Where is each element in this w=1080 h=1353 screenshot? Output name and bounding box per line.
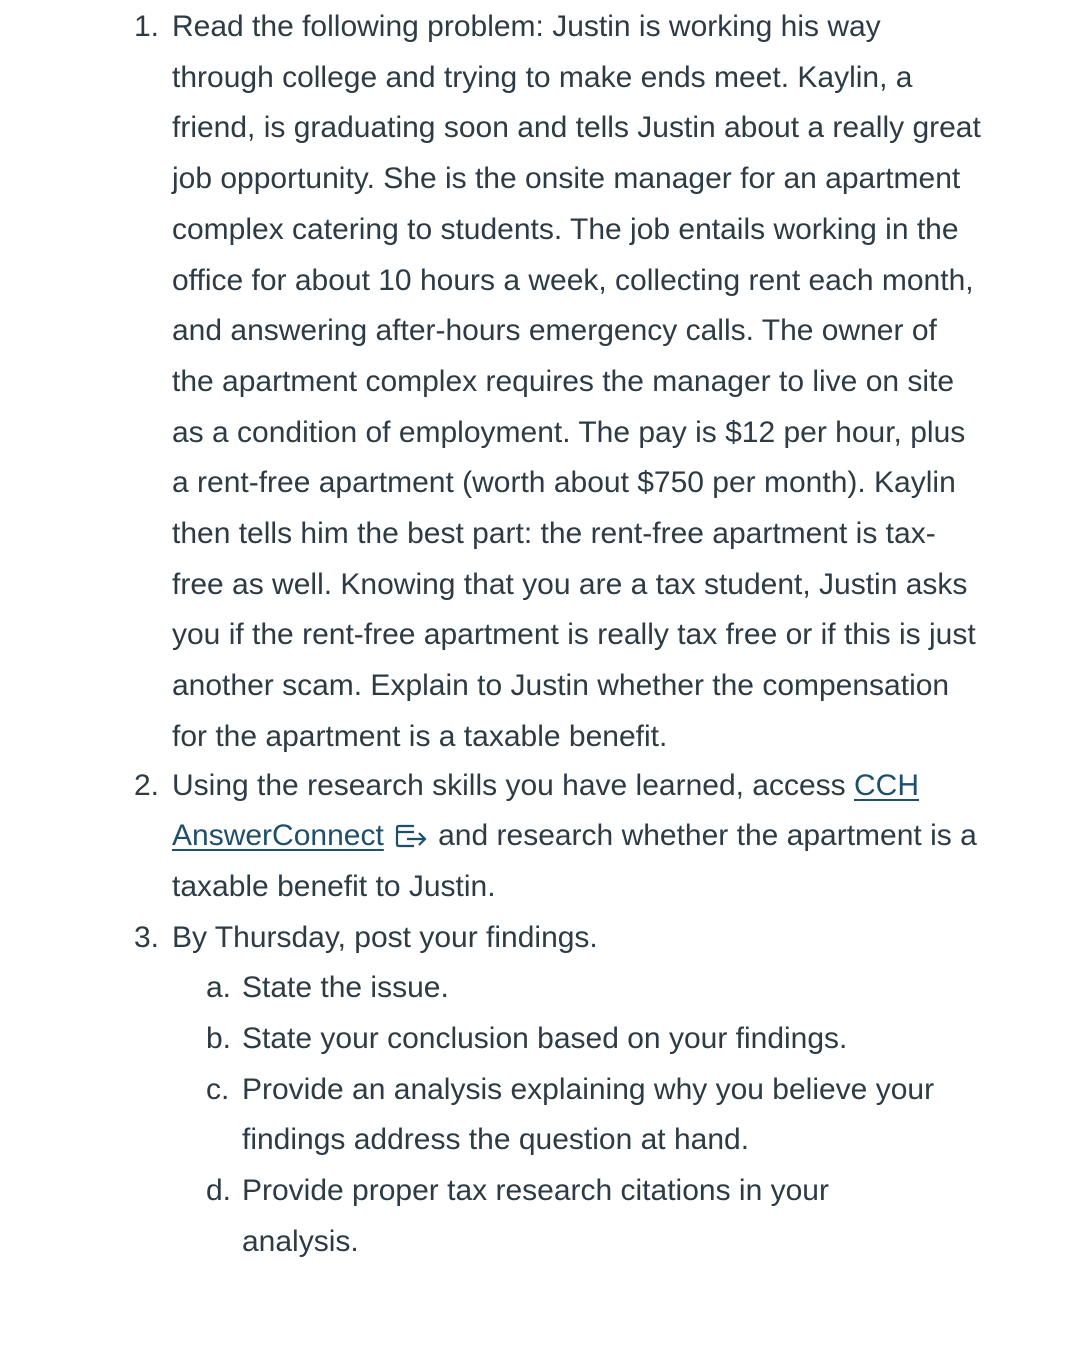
sublist-text: Provide an analysis explaining why you believe your findings address the question at hand. bbox=[242, 1072, 935, 1157]
list-number: 2. bbox=[134, 768, 160, 802]
research-text-before: Using the research skills you have learned, access bbox=[172, 768, 846, 802]
sublist-letter: d. bbox=[206, 1174, 232, 1208]
list-number: 1. bbox=[134, 10, 160, 43]
sublist-letter: a. bbox=[206, 971, 232, 1005]
findings-sublist bbox=[172, 963, 982, 1267]
list-item-3 bbox=[0, 913, 982, 1268]
problem-text: Read the following problem: Justin is working his way through college and trying to make ends meet. Kaylin, a friend, is graduating soon and tells Justin about a really great job opportunity. She is the onsite manager for an apartment complex catering to students. The job entails working in the office for about 10 hours a week, collecting rent each month, and answering after-hours emergency calls. The owner of the apartment complex requires the manager to live on site as a condition of employment. The pay is $12 per hour, plus a rent-free apartment (worth about $750 per month). Kaylin then tells him the best part: the rent-free apartment is tax-free as well. Knowing that you are a tax student, Justin asks you if the rent-free apartment is really tax free or if this is just another scam. Explain to Justin whether the compensation for the apartment is a taxable benefit. bbox=[172, 10, 981, 753]
research-text-after: and research whether the apartment is a taxable benefit to Justin. bbox=[172, 819, 977, 903]
sublist-text: Provide proper tax research citations in your analysis. bbox=[242, 1174, 829, 1258]
list-number: 3. bbox=[134, 920, 160, 954]
sublist-item-b bbox=[206, 1014, 942, 1065]
list-item-2 bbox=[0, 761, 982, 913]
sublist-letter: c. bbox=[206, 1072, 230, 1106]
external-link-icon[interactable] bbox=[394, 815, 428, 841]
list-item-1 bbox=[0, 2, 982, 763]
sublist-item-a bbox=[206, 963, 942, 1014]
sublist-item-d bbox=[206, 1166, 942, 1267]
cch-answerconnect-link[interactable]: CCH AnswerConnect bbox=[172, 768, 920, 853]
sublist-letter: b. bbox=[206, 1022, 232, 1056]
sublist-text: State the issue. bbox=[242, 971, 449, 1005]
sublist-text: State your conclusion based on your findings. bbox=[242, 1022, 848, 1056]
sublist-item-c bbox=[206, 1065, 942, 1166]
post-findings-text: By Thursday, post your findings. bbox=[172, 920, 598, 954]
